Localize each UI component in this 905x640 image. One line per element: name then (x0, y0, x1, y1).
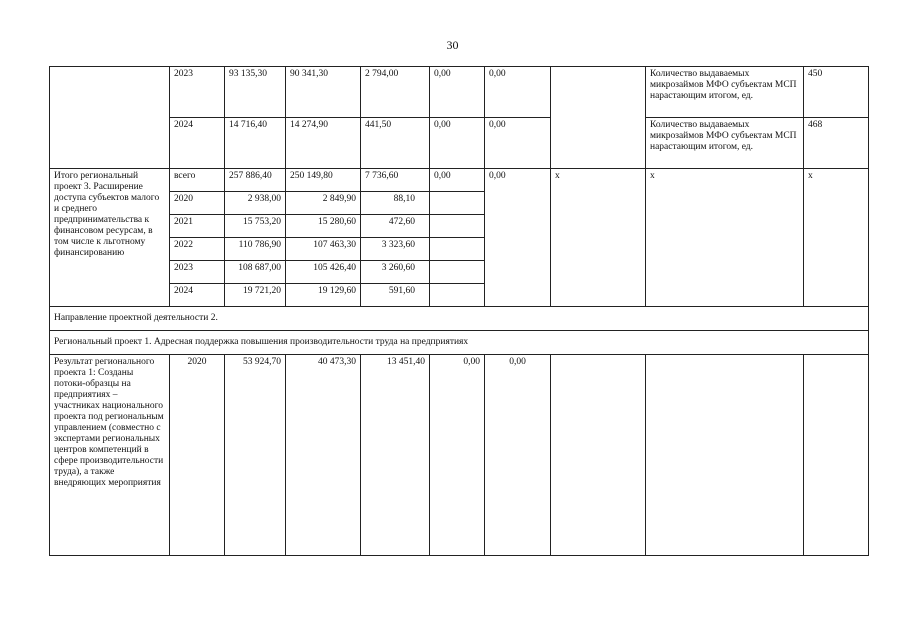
regional-cell: 3 323,60 (361, 238, 430, 261)
regional-cell: 472,60 (361, 215, 430, 238)
federal-cell: 2 849,90 (286, 192, 361, 215)
page-number: 30 (446, 38, 459, 52)
indicator-value-cell: 450 (804, 67, 869, 118)
table-row (50, 355, 869, 556)
regional-cell: 88,10 (361, 192, 430, 215)
total-cell: 15 753,20 (225, 215, 286, 238)
total-cell: 19 721,20 (225, 284, 286, 307)
year-cell: всего (170, 169, 225, 192)
regional-cell: 2 794,00 (361, 67, 430, 118)
x-cell: x (646, 169, 804, 307)
local-cell: 0,00 (430, 169, 485, 192)
extra-cell: 0,00 (485, 67, 551, 118)
year-cell: 2020 (170, 192, 225, 215)
federal-cell: 15 280,60 (286, 215, 361, 238)
year-cell: 2023 (170, 67, 225, 118)
table-row (50, 67, 869, 118)
total-cell: 257 886,40 (225, 169, 286, 192)
empty-cell (804, 355, 869, 556)
local-cell (430, 192, 485, 215)
local-cell: 0,00 (430, 67, 485, 118)
result-label-cell: Результат регионального проекта 1: Созданы потоки-образцы на предприятиях – участниках национального проекта под региональным управлением (совместно с экспертами региональных центров компетенций в сфере производительности труда), а также внедряющих мероприятия (50, 355, 170, 556)
indicator-value-cell: 468 (804, 118, 869, 169)
empty-cell (551, 67, 646, 169)
total-cell: 110 786,90 (225, 238, 286, 261)
table-row (50, 118, 869, 169)
regional-cell: 13 451,40 (361, 355, 430, 556)
total-cell: 53 924,70 (225, 355, 286, 556)
extra-cell: 0,00 (485, 355, 551, 556)
local-cell: 0,00 (430, 355, 485, 556)
year-cell: 2021 (170, 215, 225, 238)
total-cell: 14 716,40 (225, 118, 286, 169)
federal-cell: 107 463,30 (286, 238, 361, 261)
federal-cell: 105 426,40 (286, 261, 361, 284)
federal-cell: 90 341,30 (286, 67, 361, 118)
extra-cell: 0,00 (485, 118, 551, 169)
regional-cell: 591,60 (361, 284, 430, 307)
regional-cell: 441,50 (361, 118, 430, 169)
table-row (50, 169, 869, 192)
federal-cell: 19 129,60 (286, 284, 361, 307)
empty-cell (551, 355, 646, 556)
local-cell (430, 284, 485, 307)
year-cell: 2024 (170, 284, 225, 307)
regional-project-heading: Региональный проект 1. Адресная поддержка повышения производительности труда на предприятиях (50, 331, 869, 355)
x-cell: x (551, 169, 646, 307)
total-cell: 93 135,30 (225, 67, 286, 118)
table-row (50, 307, 869, 331)
federal-cell: 40 473,30 (286, 355, 361, 556)
federal-cell: 14 274,90 (286, 118, 361, 169)
total-cell: 2 938,00 (225, 192, 286, 215)
total-label-cell: Итого региональный проект 3. Расширение доступа субъектов малого и среднего предпринимательства к финансовом ресурсам, в том числе к льготному финансированию (50, 169, 170, 307)
indicator-cell: Количество выдаваемых микрозаймов МФО субъектам МСП нарастающим итогом, ед. (646, 67, 804, 118)
local-cell (430, 261, 485, 284)
x-cell: x (804, 169, 869, 307)
total-cell: 108 687,00 (225, 261, 286, 284)
year-cell: 2020 (170, 355, 225, 556)
year-cell: 2023 (170, 261, 225, 284)
extra-cell: 0,00 (485, 169, 551, 307)
regional-cell: 7 736,60 (361, 169, 430, 192)
local-cell (430, 215, 485, 238)
local-cell: 0,00 (430, 118, 485, 169)
direction-heading: Направление проектной деятельности 2. (50, 307, 869, 331)
table-row (50, 331, 869, 355)
federal-cell: 250 149,80 (286, 169, 361, 192)
regional-cell: 3 260,60 (361, 261, 430, 284)
empty-cell (50, 67, 170, 169)
budget-table (49, 66, 869, 556)
local-cell (430, 238, 485, 261)
empty-cell (646, 355, 804, 556)
indicator-cell: Количество выдаваемых микрозаймов МФО субъектам МСП нарастающим итогом, ед. (646, 118, 804, 169)
year-cell: 2024 (170, 118, 225, 169)
year-cell: 2022 (170, 238, 225, 261)
